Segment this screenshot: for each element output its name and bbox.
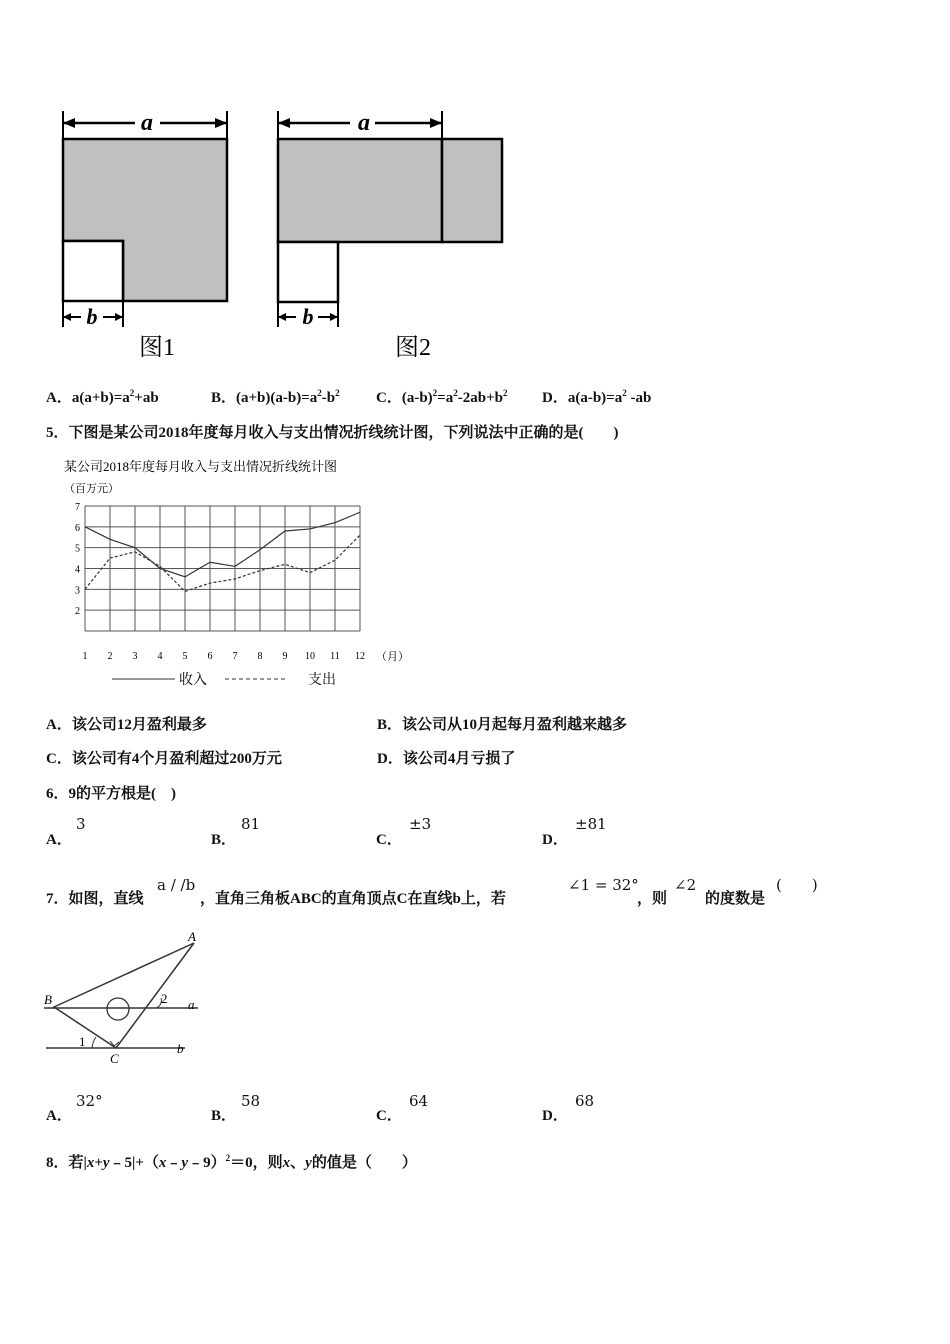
- option-sup: 2: [502, 388, 508, 398]
- option-tail: +ab: [134, 390, 159, 406]
- q6-stem: 6．9的平方根是( ): [46, 786, 176, 802]
- q7-label-c-vertex: C: [110, 1051, 119, 1066]
- q8-var-y: y: [181, 1155, 189, 1171]
- q5-option-c: C．该公司有4个月盈利超过200万元: [46, 751, 282, 767]
- option-text: (a+b)(a-b)=a: [236, 390, 318, 406]
- chart-xlabel: （月）: [376, 651, 409, 663]
- q7-stem-3: ，则: [637, 891, 668, 907]
- q5-stem: 5．下图是某公司2018年度每月收入与支出情况折线统计图，下列说法中正确的是( ): [46, 425, 619, 441]
- q7-label-b-vertex: B: [44, 992, 52, 1007]
- q6-option-c-value: ±3: [409, 815, 432, 833]
- option-letter: B．: [211, 832, 237, 848]
- y-tick-label: 6: [75, 522, 80, 534]
- fig2-label-a: a: [358, 110, 370, 136]
- q8-part: 的值是（ ）: [311, 1155, 417, 1171]
- fig1-label-a: a: [141, 110, 153, 136]
- x-tick-label: 6: [207, 651, 213, 662]
- option-letter: D．: [542, 832, 568, 848]
- q6-option-b: [211, 828, 236, 849]
- option-sup: 2: [432, 388, 438, 398]
- option-sup: 2: [129, 388, 135, 398]
- q8-sup: 2: [225, 1153, 231, 1163]
- q7-label-angle-1: 1: [79, 1034, 86, 1049]
- q6-option-a: [46, 828, 72, 849]
- chart-ylabel: （百万元）: [64, 483, 119, 495]
- q8-part: ＝0，则: [230, 1155, 283, 1171]
- q6-option-d: [542, 828, 568, 849]
- q4-option-d: [542, 386, 651, 407]
- q7-stem-1: 7．如图，直线: [46, 891, 144, 907]
- q7-label-a-vertex: A: [188, 929, 196, 944]
- option-letter: A．: [46, 390, 72, 406]
- q4-option-c: [376, 386, 507, 407]
- q7-option-c: [376, 1104, 402, 1125]
- q7-math-3: ∠2: [674, 876, 697, 894]
- option-letter: D．: [542, 390, 568, 406]
- q7-paren: ( ): [776, 876, 818, 894]
- y-tick-label: 5: [75, 543, 80, 555]
- x-tick-label: 9: [282, 651, 288, 662]
- q8-part: ﹣9）: [188, 1155, 226, 1171]
- q7-option-d: [542, 1104, 568, 1125]
- q7-stem-4: 的度数是: [705, 891, 766, 907]
- x-tick-label: 4: [157, 651, 163, 662]
- q7-option-a: [46, 1104, 72, 1125]
- q6-option-c: [376, 828, 402, 849]
- q7-math-1: a / /b: [157, 876, 196, 894]
- option-text: a(a-b)=a: [567, 390, 623, 406]
- legend-income-label: 收入: [179, 673, 207, 688]
- q8-var-y: y: [102, 1155, 110, 1171]
- y-tick-label: 7: [75, 502, 80, 513]
- option-letter: D．: [542, 1108, 568, 1124]
- q8-var-y: y: [305, 1155, 312, 1171]
- fig2-label-b: b: [302, 304, 314, 329]
- q6-option-d-value: ±81: [575, 815, 607, 833]
- q7-label-line-b: b: [177, 1041, 184, 1056]
- q5-option-b: B．该公司从10月起每月盈利越来越多: [377, 717, 628, 733]
- x-tick-label: 11: [330, 651, 340, 662]
- option-letter: C．: [376, 390, 402, 406]
- q6-option-a-value: 3: [76, 815, 86, 833]
- option-letter: C．: [376, 832, 402, 848]
- q6-option-b-value: 81: [241, 815, 261, 833]
- option-letter: A．: [46, 1108, 72, 1124]
- q8-var-x: x: [282, 1155, 291, 1171]
- x-tick-label: 8: [257, 651, 263, 662]
- q7-stem-2: ，直角三角板ABC的直角顶点C在直线b上，若: [200, 891, 506, 907]
- option-tail: -2ab+b: [457, 390, 503, 406]
- chart-title: 某公司2018年度每月收入与支出情况折线统计图: [64, 459, 338, 474]
- q7-math-2: ∠1 = 32°: [568, 876, 639, 894]
- legend-expense-label: 支出: [308, 673, 336, 688]
- q8-var-x: x: [158, 1155, 167, 1171]
- option-sup: 2: [335, 388, 340, 398]
- option-letter: C．: [376, 1108, 402, 1124]
- q8-part: +: [94, 1155, 103, 1171]
- option-tail: -b: [321, 390, 336, 406]
- x-tick-label: 10: [305, 651, 315, 662]
- q8-part: 、: [290, 1155, 306, 1171]
- q7-option-c-value: 64: [409, 1092, 429, 1110]
- q7-option-d-value: 68: [575, 1092, 595, 1110]
- x-tick-label: 3: [132, 651, 138, 662]
- option-mid: =a: [437, 390, 454, 406]
- q8-part: ﹣: [166, 1155, 182, 1171]
- fig1-label-b: b: [86, 304, 98, 329]
- q4-option-a: [46, 386, 159, 407]
- x-tick-label: 7: [232, 651, 238, 662]
- option-text: a(a+b)=a: [71, 390, 130, 406]
- y-tick-label: 3: [75, 585, 80, 597]
- option-text: (a-b): [401, 390, 433, 406]
- option-sup: 2: [622, 388, 627, 398]
- q7-figure: [40, 925, 215, 1070]
- q7-option-a-value: 32°: [76, 1092, 103, 1110]
- option-sup: 2: [453, 388, 458, 398]
- fig1-caption: 图1: [139, 335, 175, 361]
- q7-label-angle-2: 2: [161, 991, 168, 1006]
- series-line-expense: [85, 535, 360, 591]
- q4-option-b: [211, 386, 340, 407]
- q8-stem: [46, 1151, 417, 1172]
- q7-label-line-a: a: [188, 997, 195, 1012]
- q8-part: 8．若|: [46, 1155, 87, 1171]
- line-chart: [60, 455, 420, 695]
- q7-option-b-value: 58: [241, 1092, 261, 1110]
- x-tick-label: 12: [355, 651, 365, 662]
- q5-option-a: A．该公司12月盈利最多: [46, 717, 207, 733]
- y-tick-label: 4: [75, 564, 80, 576]
- figure-1: [55, 105, 245, 370]
- q8-part: ﹣5|+（: [109, 1155, 159, 1171]
- option-letter: B．: [211, 390, 237, 406]
- q8-var-x: x: [86, 1155, 95, 1171]
- figure-2: [270, 105, 510, 370]
- series-line-income: [85, 512, 360, 577]
- option-letter: B．: [211, 1108, 237, 1124]
- x-tick-label: 5: [182, 651, 188, 662]
- x-tick-label: 1: [82, 651, 88, 662]
- q7-option-b: [211, 1104, 236, 1125]
- q5-option-d: D．该公司4月亏损了: [377, 751, 516, 767]
- x-tick-label: 2: [107, 651, 113, 662]
- fig2-caption: 图2: [395, 335, 431, 361]
- option-letter: A．: [46, 832, 72, 848]
- y-tick-label: 2: [75, 606, 80, 618]
- option-tail: -ab: [626, 390, 652, 406]
- option-sup: 2: [317, 388, 322, 398]
